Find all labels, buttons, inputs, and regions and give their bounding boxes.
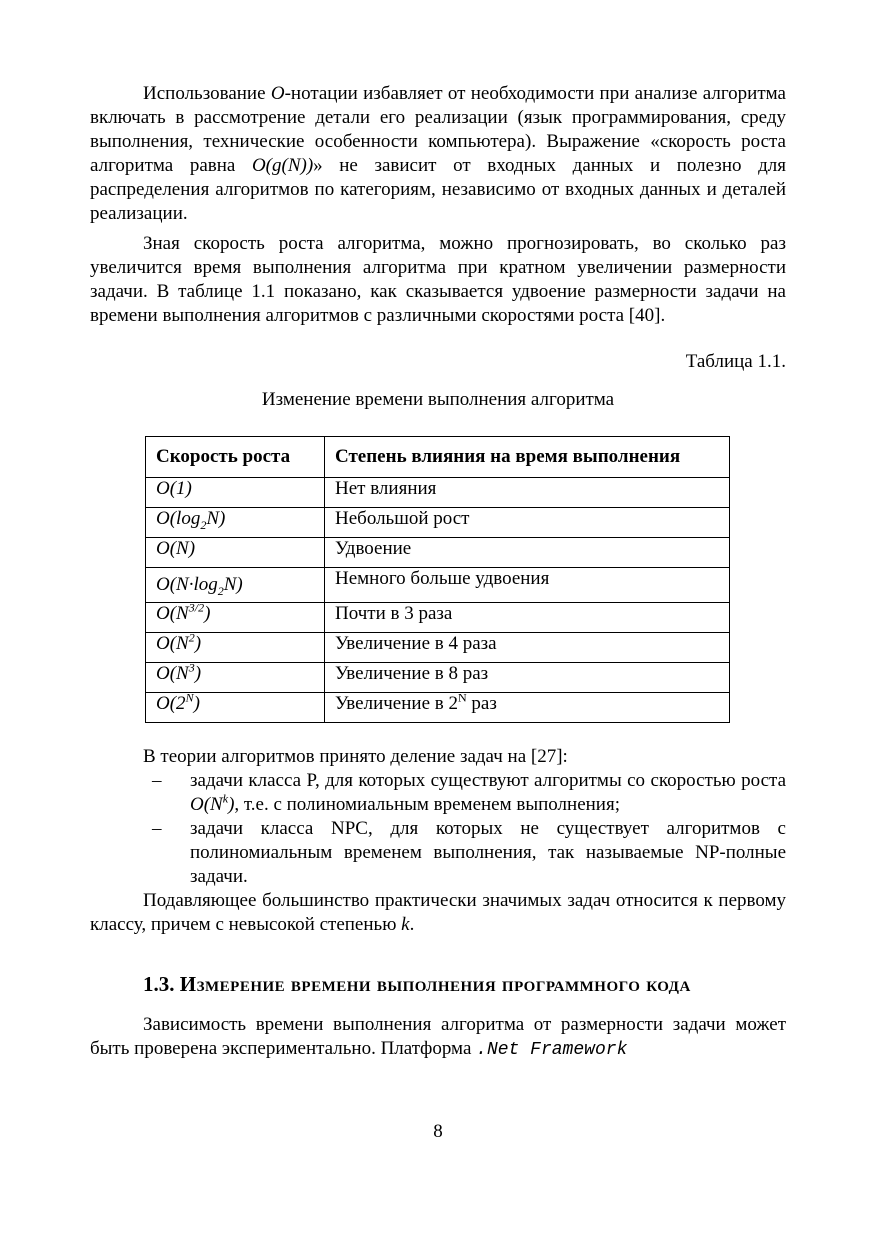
list-item: – задачи класса NPC, для которых не существует алгоритмов с полиномиальным временем выполнения, так называемые NP-полные задачи.: [90, 817, 786, 889]
paragraph-task-classes: В теории алгоритмов принято деление задач на [27]:: [143, 746, 568, 767]
list-item: – задачи класса P, для которых существуют алгоритмы со скоростью роста $O(N^k)$, т.е. с полиномиальным временем выполнения;: [90, 769, 786, 817]
paragraph-growth-forecast: Зная скорость роста алгоритма, можно прогнозировать, во сколько раз увеличится время выполнения алгоритма при кратном увеличении размерности задачи. В таблице 1.1 показано, как сказывается удвоение размерности задачи на времени выполнения алгоритмов с различными скоростями роста [40].: [90, 233, 786, 326]
o-symbol: O: [270, 83, 285, 104]
table-number: Таблица 1.1.: [685, 351, 786, 372]
table-title: Изменение времени выполнения алгоритма: [261, 389, 615, 410]
complexity-cell: O(N): [146, 538, 325, 568]
impact-cell: Нет влияния: [325, 478, 730, 508]
page-content: [90, 82, 786, 1062]
table-row: [146, 508, 730, 538]
page-number: 8: [433, 1121, 443, 1142]
complexity-cell: $O(N^3)$: [146, 663, 325, 693]
growth-expression: O(g(N)): [251, 155, 314, 176]
impact-cell: Удвоение: [325, 538, 730, 568]
impact-cell: Небольшой рост: [325, 508, 730, 538]
complexity-cell: $O(N\cdot\log_2N)$: [146, 568, 325, 603]
section-heading: [90, 967, 786, 1001]
table-row: [146, 633, 730, 663]
complexity-cell: $O(2^N)$: [146, 693, 325, 723]
complexity-cell: $O(\log_2N)$: [146, 508, 325, 538]
code-framework: .Net Framework: [476, 1040, 628, 1060]
paragraph-majority: Подавляющее большинство практически значимых задач относится к первому классу, причем с невысокой степенью k.: [90, 890, 786, 935]
impact-cell: Увеличение в 8 раз: [325, 663, 730, 693]
table-row: [146, 693, 730, 723]
paragraph-experiment: Зависимость времени выполнения алгоритма от размерности задачи может быть проверена экспериментально. Платформа .Net Framework: [90, 1014, 786, 1060]
complexity-cell: $O(N^{3/2})$: [146, 603, 325, 633]
table-row: [146, 478, 730, 508]
impact-cell: Увеличение в 4 раза: [325, 633, 730, 663]
growth-rate-table: [145, 436, 730, 723]
header-impact: Степень влияния на время выполнения: [325, 437, 730, 478]
table-row: [146, 663, 730, 693]
impact-cell: Увеличение в $2^N$ раз: [325, 693, 730, 723]
complexity-cell: $O(N^2)$: [146, 633, 325, 663]
header-growth-rate: Скорость роста: [146, 437, 325, 478]
task-class-list: [90, 769, 786, 889]
complexity-cell: O(1): [146, 478, 325, 508]
table-header-row: [146, 437, 730, 478]
impact-cell: Почти в 3 раза: [325, 603, 730, 633]
table-row: [146, 603, 730, 633]
table-row: [146, 568, 730, 603]
section-title: Измерение времени выполнения программного кода: [179, 972, 691, 996]
paragraph-o-notation: Использование O-нотации избавляет от необходимости при анализе алгоритма включать в рассмотрение детали его реализации (язык программирования, среду выполнения, технические особенности компьютера). Выражение «скорость роста алгоритма равна O(g(N))» не зависит от входных данных и полезно для распределения алгоритмов по категориям, независимо от входных данных и деталей реализации.: [90, 83, 786, 224]
table-row: [146, 538, 730, 568]
impact-cell: Немного больше удвоения: [325, 568, 730, 603]
section-number: 1.3.: [143, 972, 175, 996]
